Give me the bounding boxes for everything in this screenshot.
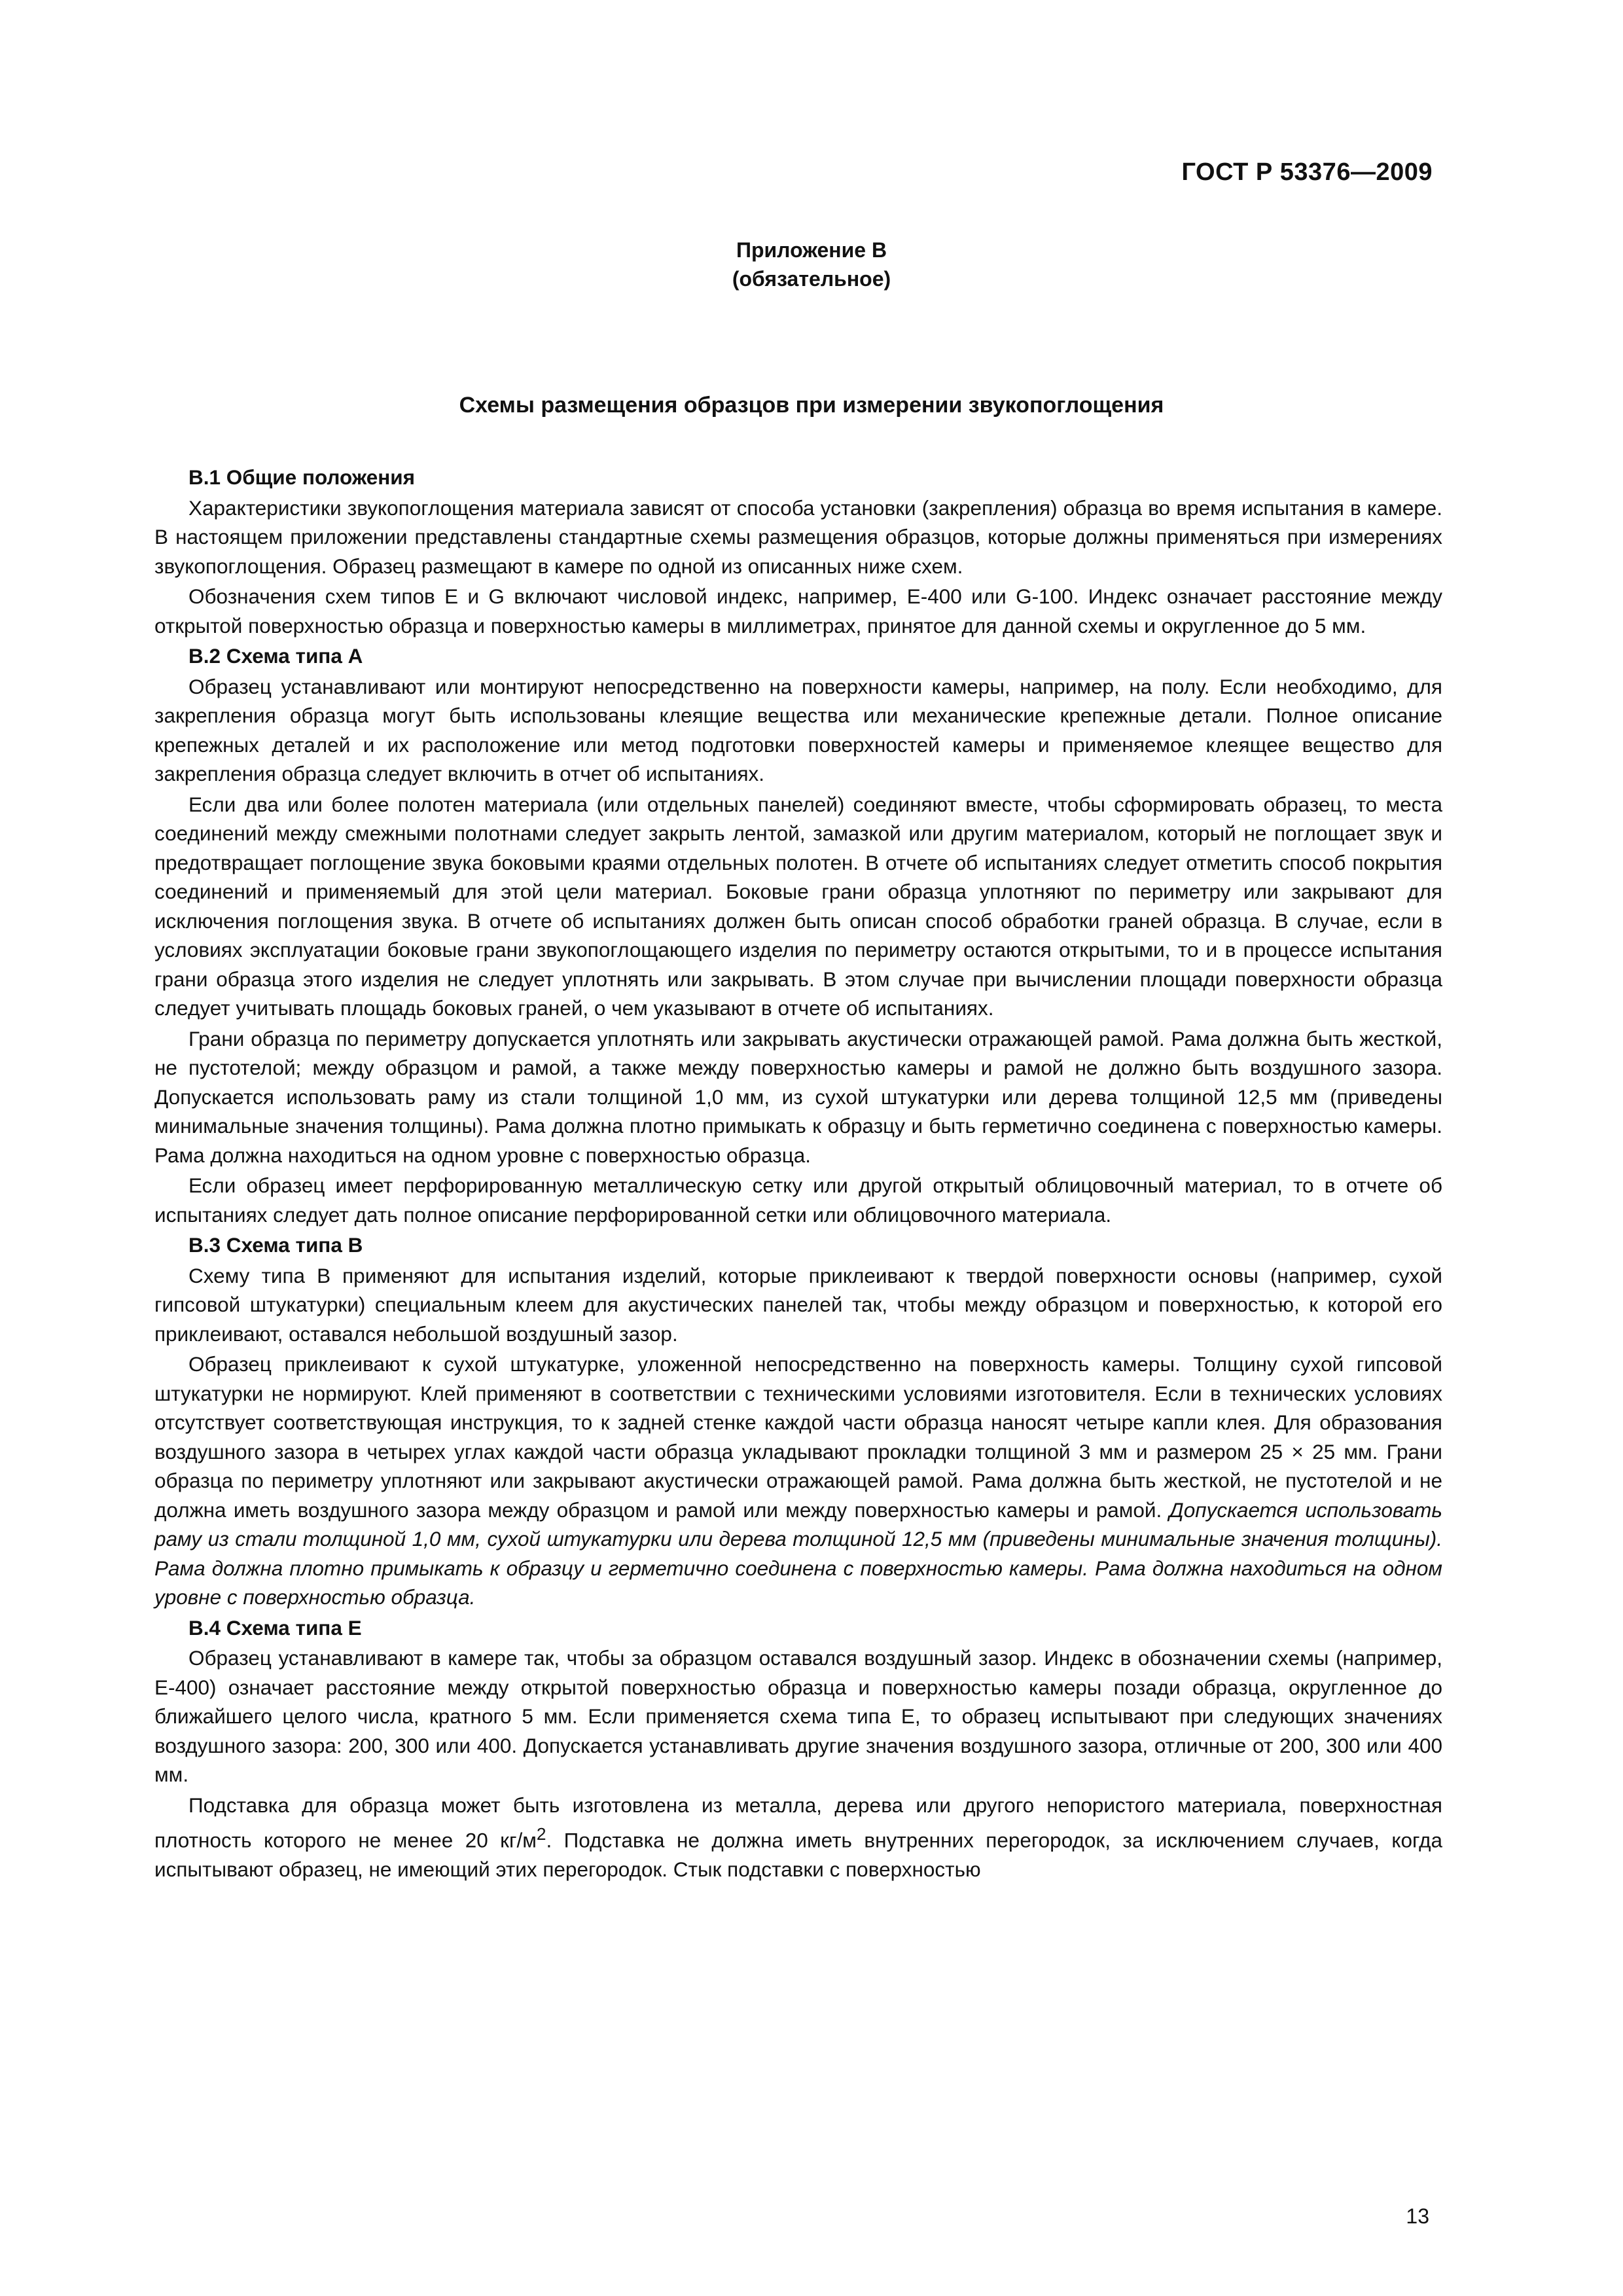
paragraph (154, 1791, 1442, 1884)
paragraph: Если два или более полотен материала (или отдельных панелей) соединяют вместе, чтобы сформировать образец, то места соединений между смежными полотнами следует закрыть лентой, замазкой или другим материалом, который не поглощает звук и предотвращает поглощение звука боковыми краями отдельных полотен. В отчете об испытаниях следует отметить способ покрытия соединений и применяемый для этой цели материал. Боковые грани образца уплотняют по периметру или закрывают для исключения поглощения звука. В отчете об испытаниях должен быть описан способ обработки граней образца. В случае, если в условиях эксплуатации боковые грани звукопоглощающего изделия по периметру остаются открытыми, то и в процессе испытания грани образца этого изделия не следует уплотнять или закрывать. В этом случае при вычислении площади поверхности образца следует учитывать площадь боковых граней, о чем указывают в отчете об испытаниях. (154, 792, 1442, 1020)
appendix-heading (0, 236, 1623, 293)
paragraph-text: Образец приклеивают к сухой штукатурке, уложенной непосредственно на поверхность камеры. Толщину сухой гипсовой штукатурки не нормируют. Клей применяют в соответствии с техническими условиями изготовителя. Если в технических условиях отсутствует соответствующая инструкция, то к задней стенке каждой части образца наносят четыре капли клея. Для образования воздушного зазора в четырех углах каждой части образца укладывают прокладки толщиной 3 мм и размером 25 × 25 мм. Грани образца по периметру уплотняют или закрывают акустически отражающей рамой. Рама должна быть жесткой, не пустотелой и не должна иметь воздушного зазора между образцом и рамой или между поверхностью камеры и рамой. (154, 1352, 1442, 1522)
section-heading-b1: В.1 Общие положения (188, 465, 416, 489)
paragraph: Если образец имеет перфорированную металлическую сетку или другой открытый облицовочный материал, то в отчете об испытаниях следует дать полное описание перфорированной сетки или облицовочного материала. (154, 1174, 1442, 1227)
document-code: ГОСТ Р 53376—2009 (1181, 158, 1433, 186)
paragraph: Грани образца по периметру допускается уплотнять или закрывать акустически отражающей рамой. Рама должна быть жесткой, не пустотелой; между образцом и рамой, а также между поверхностью камеры и рамой не должно быть воздушного зазора. Допускается использовать раму из стали толщиной 1,0 мм, из сухой штукатурки или дерева толщиной 12,5 мм (приведены минимальные значения толщины). Рама должна плотно примыкать к образцу и быть герметично соединена с поверхностью камеры. Рама должна находиться на одном уровне с поверхностью образца. (154, 1026, 1442, 1167)
page-title: Схемы размещения образцов при измерении звукопоглощения (459, 393, 1164, 418)
paragraph-italic-text: Допускается использовать раму из стали толщиной 1,0 мм, сухой штукатурки или дерева толщиной 12,5 мм (приведены минимальные значения толщины). Рама должна плотно примыкать к образцу и герметично соединена с поверхностью камеры. Рама должна находиться на одном уровне с поверхностью образца. (154, 1498, 1442, 1609)
page-number: 13 (1406, 2204, 1429, 2228)
main-content (154, 461, 1442, 1886)
paragraph: Образец устанавливают в камере так, чтобы за образцом оставался воздушный зазор. Индекс в обозначении схемы (например, Е-400) означает расстояние между открытой поверхностью образца и поверхностью камеры позади образца, округленное до ближайшего целого числа, кратного 5 мм. Если применяется схема типа Е, то образец испытывают при следующих значениях воздушного зазора: 200, 300 или 400. Допускается устанавливать другие значения воздушного зазора, отличные от 200, 300 или 400 мм. (154, 1646, 1442, 1786)
appendix-title: Приложение В (736, 238, 887, 262)
paragraph: Характеристики звукопоглощения материала зависят от способа установки (закрепления) образца во время испытания в камере. В настоящем приложении представлены стандартные схемы размещения образцов, которые должны применяться при измерениях звукопоглощения. Образец размещают в камере по одной из описанных ниже схем. (154, 495, 1442, 578)
paragraph (154, 1350, 1442, 1612)
paragraph: Схему типа В применяют для испытания изделий, которые приклеивают к твердой поверхности основы (например, сухой гипсовой штукатурки) специальным клеем для акустических панелей так, чтобы между образцом и поверхностью, к которой его приклеивают, оставался небольшой воздушный зазор. (154, 1263, 1442, 1346)
superscript: 2 (536, 1824, 546, 1844)
paragraph-text: Подставка для образца может быть изготовлена из металла, дерева или другого непористого материала, поверхностная плотность которого не менее 20 кг/м (154, 1793, 1442, 1852)
paragraph: Обозначения схем типов E и G включают числовой индекс, например, E-400 или G-100. Индекс означает расстояние между открытой поверхностью образца и поверхностью камеры в миллиметрах, принятое для данной схемы и округленное до 5 мм. (154, 584, 1442, 637)
section-heading-b2: В.2 Схема типа А (188, 644, 363, 668)
paragraph-text: . Подставка не должна иметь внутренних перегородок, за исключением случаев, когда испытывают образец, не имеющий этих перегородок. Стык подставки с поверхностью (154, 1828, 1442, 1881)
section-heading-b3: В.3 Схема типа В (188, 1233, 363, 1257)
section-heading-b4: В.4 Схема типа Е (188, 1615, 362, 1640)
paragraph: Образец устанавливают или монтируют непосредственно на поверхности камеры, например, на полу. Если необходимо, для закрепления образца могут быть использованы клеящие вещества или механические крепежные детали. Полное описание крепежных деталей и их расположение или метод подготовки поверхностей камеры и применяемое клеящее вещество для закрепления образца следует включить в отчет об испытаниях. (154, 674, 1442, 785)
appendix-status: (обязательное) (732, 267, 891, 291)
